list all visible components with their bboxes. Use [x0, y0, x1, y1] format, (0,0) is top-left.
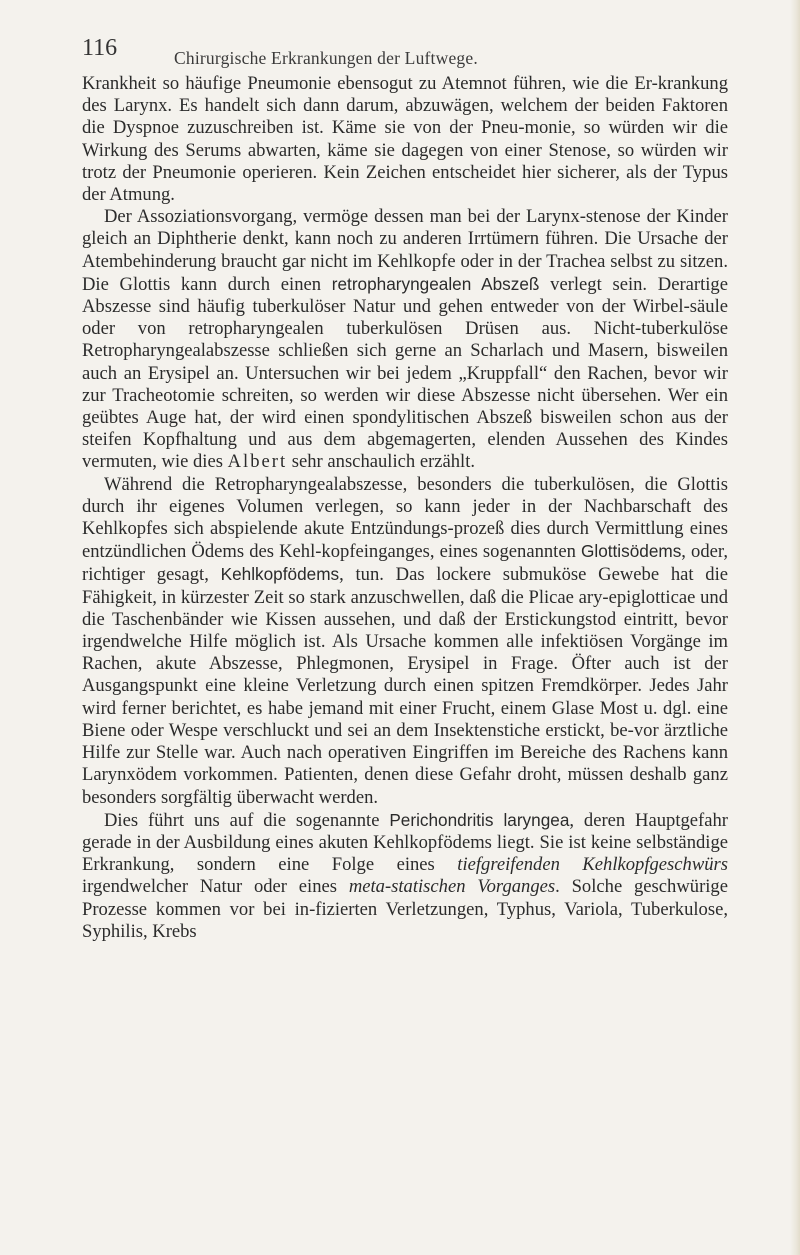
italic-phrase-metastatisch: meta-statischen Vorganges: [348, 876, 556, 898]
term-glottisoedem: Glottisödems: [581, 541, 682, 562]
paragraph-2: Der Assoziationsvorgang, vermöge dessen man bei der Larynx-stenose der Kinder gleich an Diphtherie denkt, kann noch zu anderen Irrtümern führen. Die Ursache der Atembehinderung braucht gar nicht im Kehlkopfe oder in der Trachea selbst zu sitzen. Die Glottis kann durch einen retropharyngealen Abszeß verlegt sein. Derartige Abszesse sind häufig tuberkulöser Natur und gehen entweder von der Wirbel-säule oder von retropharyngealen tuberkulösen Drüsen aus. Nicht-tuberkulöse Retropharyngealabszesse schließen sich gerne an Scharlach und Masern, bisweilen auch an Erysipel an. Untersuchen wir bei jedem „Kruppfall“ den Rachen, bevor wir zur Tracheotomie schreiten, so werden wir diese Abszesse nicht übersehen. Wer ein geübtes Auge hat, der wird einen spondylitischen Abszeß bisweilen schon aus der steifen Kopfhaltung und aus dem abgemagerten, elenden Aussehen des Kindes vermuten, wie dies Albert sehr anschaulich erzählt.: [82, 206, 728, 473]
term-kehlkopfoedem: Kehlkopfödems: [220, 564, 340, 585]
italic-phrase-kehlkopfgeschwuer: tiefgreifenden Kehlkopfgeschwürs: [457, 854, 729, 876]
term-retropharyngeal-abscess: retropharyngealen Abszeß: [331, 273, 540, 294]
author-name: Albert: [227, 451, 288, 473]
page-number: 116: [82, 35, 118, 61]
paragraph-4: Dies führt uns auf die sogenannte Perichondritis laryngea, deren Hauptgefahr gerade in der Ausbildung eines akuten Kehlkopfödems liegt. Sie ist keine selbständige Erkrankung, sondern eine Folge eines tiefgreifenden Kehlkopfgeschwürs irgendwelcher Natur oder eines meta-statischen Vorganges. Solche geschwürige Prozesse kommen vor bei in-fizierten Verletzungen, Typhus, Variola, Tuberkulose, Syphilis, Krebs: [82, 809, 729, 942]
page-header: [82, 36, 742, 66]
body-text: [82, 73, 728, 943]
paragraph-3: Während die Retropharyngealabszesse, besonders die tuberkulösen, die Glottis durch ihr eigenes Volumen verlegen, so kann jeder in der Nachbarschaft des Kehlkopfes sich abspielende akute Entzündungs-prozeß dies durch Vermittlung eines entzündlichen Ödems des Kehl-kopfeinganges, eines sogenannten Glottisödems, oder, richtiger gesagt, Kehlkopfödems, tun. Das lockere submuköse Gewebe hat die Fähigkeit, in kürzester Zeit so stark anzuschwellen, daß die Plicae ary-epiglotticae und die Taschenbänder wie Kissen aussehen, und daß der Erstickungstod eintritt, bevor irgendwelche Hilfe möglich ist. Als Ursache kommen alle infektiösen Vorgänge im Rachen, akute Abszesse, Phlegmonen, Erysipel in Frage. Öfter auch ist der Ausgangspunkt eine kleine Verletzung durch einen spitzen Fremdkörper. Jedes Jahr wird ferner berichtet, es habe jemand mit einer Frucht, einem Glase Most u. dgl. eine Biene oder Wespe verschluckt und sei an dem Insektenstiche erstickt, be-vor ärztliche Hilfe zur Stelle war. Auch nach operativen Eingriffen im Bereiche des Rachens kann Larynxödem vorkommen. Patienten, denen diese Gefahr droht, müssen deshalb ganz besonders sorgfältig überwacht werden.: [82, 473, 729, 808]
paragraph-1: Krankheit so häufige Pneumonie ebensogut zu Atemnot führen, wie die Er-krankung des Larynx. Es handelt sich dann darum, abzuwägen, welchem der beiden Faktoren die Dyspnoe zuzuschreiben ist. Käme sie von der Pneu-monie, so würden wir die Wirkung des Serums abwarten, käme sie dagegen von einer Stenose, so würden wir trotz der Pneumonie operieren. Kein Zeichen entscheidet hier sicherer, als der Typus der Atmung.: [82, 73, 728, 206]
term-perichondritis: Perichondritis laryngea: [389, 809, 570, 830]
page-edge-shadow: [790, 0, 800, 1255]
running-title: Chirurgische Erkrankungen der Luftwege.: [174, 48, 478, 68]
